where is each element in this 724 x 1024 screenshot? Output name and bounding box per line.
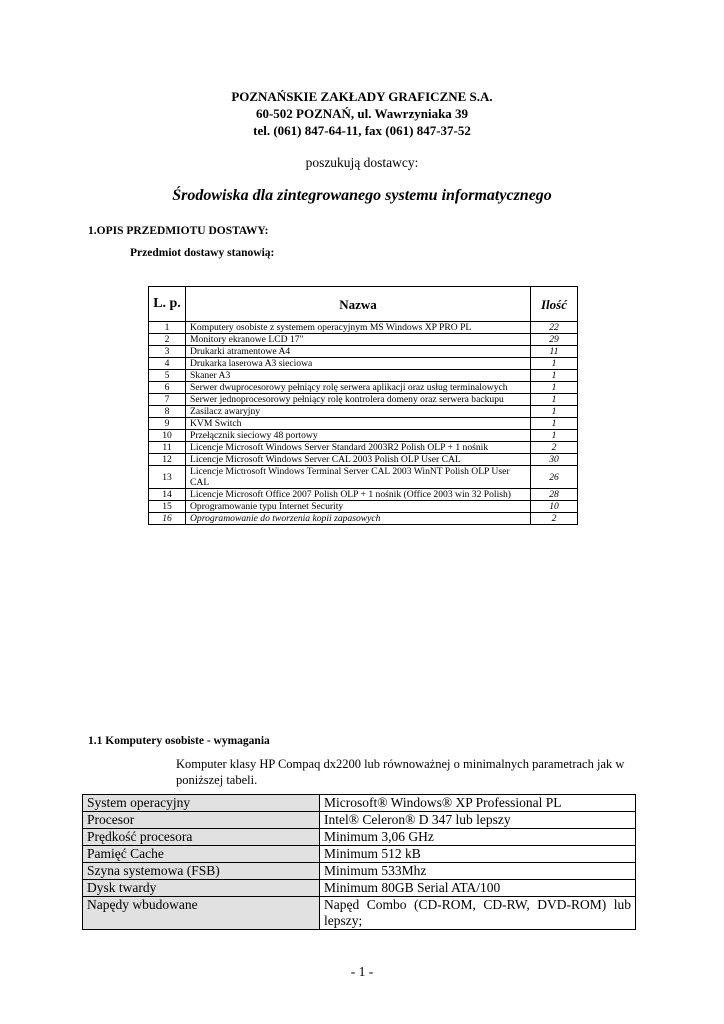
table-row: [83, 829, 636, 846]
table-row: [149, 442, 578, 454]
table-row: [83, 863, 636, 880]
requirement-value: Napęd Combo (CD-ROM, CD-RW, DVD-ROM) lub lepszy;: [320, 897, 636, 930]
table-row: [149, 489, 578, 501]
row-name: KVM Switch: [186, 418, 531, 430]
section-1-heading: 1.OPIS PRZEDMIOTU DOSTAWY:: [88, 225, 269, 237]
row-name: Monitory ekranowe LCD 17": [186, 334, 531, 346]
row-lp: 5: [149, 370, 186, 382]
requirement-value: Microsoft® Windows® XP Professional PL: [320, 795, 636, 812]
page-number: - 1 -: [350, 964, 374, 979]
row-qty: 29: [531, 334, 578, 346]
row-qty: 22: [531, 322, 578, 334]
requirement-value: Minimum 80GB Serial ATA/100: [320, 880, 636, 897]
row-lp: 8: [149, 406, 186, 418]
requirement-label: Pamięć Cache: [83, 846, 320, 863]
requirement-label: Dysk twardy: [83, 880, 320, 897]
row-qty: 2: [531, 442, 578, 454]
row-name: Licencje Microsoft Office 2007 Polish OLP + 1 nośnik (Office 2003 win 32 Polish): [186, 489, 531, 501]
table-row: [149, 454, 578, 466]
company-contact: tel. (061) 847-64-11, fax (061) 847-37-52: [253, 123, 471, 138]
seeking-text: poszukują dostawcy:: [305, 155, 419, 170]
table-row: [149, 322, 578, 334]
row-lp: 16: [149, 513, 186, 525]
company-address: 60-502 POZNAŃ, ul. Wawrzyniaka 39: [255, 106, 469, 121]
row-name: Komputery osobiste z systemem operacyjnym MS Windows XP PRO PL: [186, 322, 531, 334]
row-lp: 14: [149, 489, 186, 501]
requirement-label: Prędkość procesora: [83, 829, 320, 846]
section-1-1-intro: Komputer klasy HP Compaq dx2200 lub równoważnej o minimalnych parametrach jak w poniższej tabeli.: [176, 757, 625, 787]
row-qty: 1: [531, 382, 578, 394]
row-name: Oprogramowanie typu Internet Security: [186, 501, 531, 513]
table-row: [149, 370, 578, 382]
row-lp: 2: [149, 334, 186, 346]
row-qty: 1: [531, 394, 578, 406]
requirement-label: System operacyjny: [83, 795, 320, 812]
section-1-subheading: Przedmiot dostawy stanowią:: [130, 247, 275, 259]
table-row: [149, 358, 578, 370]
table-row: [149, 394, 578, 406]
requirement-label: Napędy wbudowane: [83, 897, 320, 930]
row-qty: 11: [531, 346, 578, 358]
row-name: Serwer jednoprocesorowy pełniący rolę kontrolera domeny oraz serwera backupu: [186, 394, 531, 406]
row-lp: 9: [149, 418, 186, 430]
row-lp: 6: [149, 382, 186, 394]
table-row: [149, 334, 578, 346]
row-qty: 1: [531, 430, 578, 442]
requirement-value: Intel® Celeron® D 347 lub lepszy: [320, 812, 636, 829]
row-qty: 1: [531, 406, 578, 418]
row-qty: 10: [531, 501, 578, 513]
requirement-value: Minimum 512 kB: [320, 846, 636, 863]
row-name: Drukarki atramentowe A4: [186, 346, 531, 358]
table-row: [149, 513, 578, 525]
row-lp: 1: [149, 322, 186, 334]
table-row: [149, 382, 578, 394]
table-row: [83, 880, 636, 897]
requirement-label: Procesor: [83, 812, 320, 829]
row-lp: 4: [149, 358, 186, 370]
company-name: POZNAŃSKIE ZAKŁADY GRAFICZNE S.A.: [231, 89, 493, 104]
row-lp: 12: [149, 454, 186, 466]
row-lp: 11: [149, 442, 186, 454]
requirements-table: [82, 794, 636, 930]
column-header-name: Nazwa: [186, 287, 531, 322]
row-name: Zasilacz awaryjny: [186, 406, 531, 418]
row-qty: 1: [531, 418, 578, 430]
document-title: Środowiska dla zintegrowanego systemu informatycznego: [172, 187, 552, 204]
items-table: [148, 286, 578, 525]
row-name: Przełącznik sieciowy 48 portowy: [186, 430, 531, 442]
column-header-qty: Ilość: [531, 287, 578, 322]
row-lp: 3: [149, 346, 186, 358]
table-row: [83, 846, 636, 863]
column-header-lp: L. p.: [149, 287, 186, 322]
row-name: Licencje Mictrosoft Windows Terminal Server CAL 2003 WinNT Polish OLP User CAL: [186, 466, 531, 489]
row-qty: 2: [531, 513, 578, 525]
row-qty: 28: [531, 489, 578, 501]
company-header: [0, 88, 724, 139]
requirement-value: Minimum 533Mhz: [320, 863, 636, 880]
row-qty: 1: [531, 370, 578, 382]
row-qty: 26: [531, 466, 578, 489]
row-name: Serwer dwuprocesorowy pełniący rolę serwera aplikacji oraz usług terminalowych: [186, 382, 531, 394]
row-lp: 10: [149, 430, 186, 442]
table-row: [83, 812, 636, 829]
row-name: Drukarka laserowa A3 sieciowa: [186, 358, 531, 370]
row-qty: 1: [531, 358, 578, 370]
table-row: [149, 430, 578, 442]
row-lp: 15: [149, 501, 186, 513]
table-row: [149, 346, 578, 358]
table-row: [149, 418, 578, 430]
requirement-value: Minimum 3,06 GHz: [320, 829, 636, 846]
row-lp: 13: [149, 466, 186, 489]
table-row: [149, 501, 578, 513]
table-row: [83, 795, 636, 812]
requirement-label: Szyna systemowa (FSB): [83, 863, 320, 880]
row-name: Oprogramowanie do tworzenia kopii zapasowych: [186, 513, 531, 525]
table-row: [149, 406, 578, 418]
row-name: Licencje Microsoft Windows Server CAL 2003 Polish OLP User CAL: [186, 454, 531, 466]
row-lp: 7: [149, 394, 186, 406]
items-table-header: [149, 287, 578, 322]
row-name: Licencje Microsoft Windows Server Standard 2003R2 Polish OLP + 1 nośnik: [186, 442, 531, 454]
section-1-1-heading: 1.1 Komputery osobiste - wymagania: [88, 735, 270, 747]
row-qty: 30: [531, 454, 578, 466]
table-row: [83, 897, 636, 930]
row-name: Skaner A3: [186, 370, 531, 382]
table-row: [149, 466, 578, 489]
